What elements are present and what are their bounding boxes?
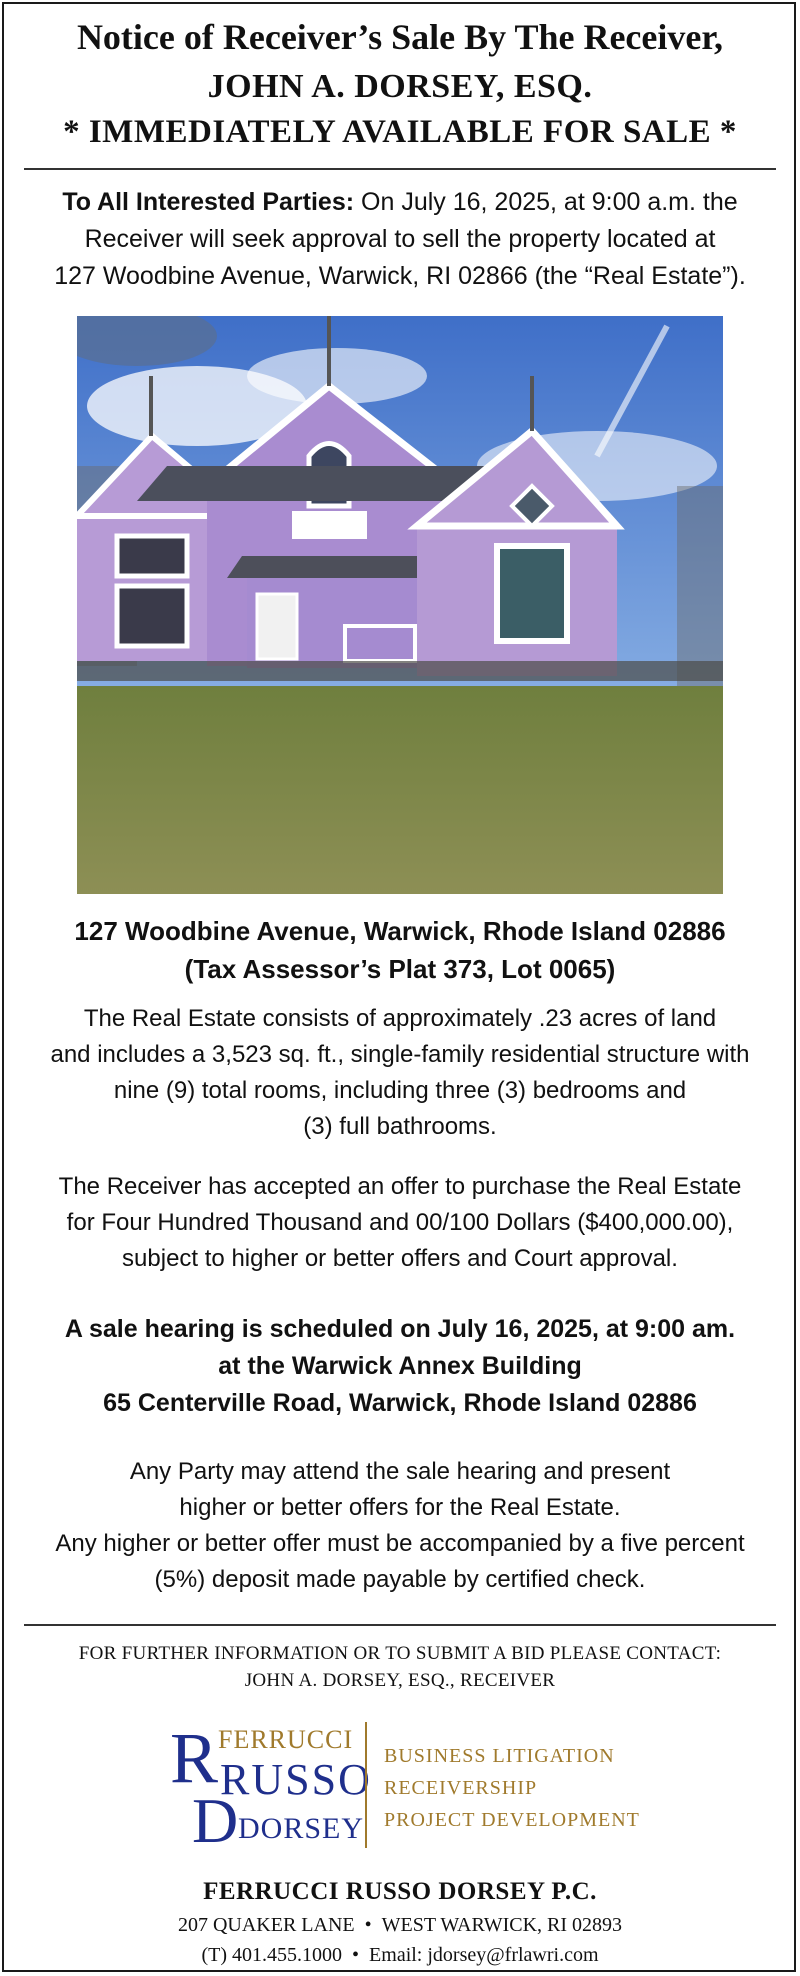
- contact-divider: [24, 1624, 776, 1626]
- bidding-terms: [20, 1454, 780, 1598]
- bidding-line: Any Party may attend the sale hearing and present: [129, 1458, 671, 1485]
- hearing-line: A sale hearing is scheduled on July 16, 2025, at 9:00 am.: [64, 1315, 736, 1343]
- intro-paragraph: [20, 184, 780, 295]
- hearing-notice: [20, 1311, 780, 1422]
- bidding-line: Any higher or better offer must be accompanied by a five percent: [55, 1530, 745, 1557]
- offer-line: subject to higher or better offers and Court approval.: [122, 1245, 678, 1272]
- offer-paragraph: [20, 1169, 780, 1277]
- contact-info: [0, 1640, 800, 1694]
- logo-word-dorsey: DORSEY: [238, 1812, 365, 1845]
- intro-line-2: Receiver will seek approval to sell the property located at: [84, 225, 716, 253]
- description-line: and includes a 3,523 sq. ft., single-family residential structure with: [50, 1041, 750, 1068]
- service-business-litigation: BUSINESS LITIGATION: [384, 1745, 615, 1767]
- logo-initial-d: D: [192, 1785, 239, 1854]
- firm-address: [0, 1914, 800, 1937]
- separator-dot: •: [352, 1944, 360, 1966]
- notice-title: Notice of Receiver’s Sale By The Receiver,: [76, 17, 724, 57]
- service-project-development: PROJECT DEVELOPMENT: [384, 1809, 640, 1831]
- description-line: (3) full bathrooms.: [303, 1113, 497, 1140]
- offer-line: for Four Hundred Thousand and 00/100 Dollars ($400,000.00),: [66, 1209, 734, 1236]
- logo-word-ferrucci: FERRUCCI: [218, 1725, 354, 1754]
- intro-lead: To All Interested Parties:: [62, 188, 355, 216]
- description-line: The Real Estate consists of approximately .23 acres of land: [83, 1005, 717, 1032]
- plat-lot-line: (Tax Assessor’s Plat 373, Lot 0065): [184, 954, 616, 984]
- separator-dot: •: [364, 1914, 372, 1936]
- property-photo: [77, 316, 723, 894]
- bidding-line: (5%) deposit made payable by certified check.: [154, 1566, 646, 1593]
- hearing-line: at the Warwick Annex Building: [218, 1352, 582, 1380]
- firm-name: FERRUCCI RUSSO DORSEY P.C.: [203, 1878, 597, 1905]
- receiver-name: JOHN A. DORSEY, ESQ.: [207, 68, 593, 105]
- property-address: [0, 912, 800, 988]
- hearing-line: 65 Centerville Road, Warwick, Rhode Island 02886: [103, 1389, 697, 1417]
- description-line: nine (9) total rooms, including three (3) bedrooms and: [113, 1077, 687, 1104]
- contact-line-1: FOR FURTHER INFORMATION OR TO SUBMIT A BID PLEASE CONTACT:: [78, 1643, 722, 1664]
- logo-word-russo: RUSSO: [220, 1755, 372, 1804]
- firm-street: 207 QUAKER LANE: [177, 1914, 355, 1936]
- intro-line-3: 127 Woodbine Avenue, Warwick, RI 02866 (the “Real Estate”).: [54, 262, 746, 290]
- header-divider: [24, 168, 776, 170]
- firm-city: WEST WARWICK, RI 02893: [381, 1914, 623, 1936]
- firm-logo: [170, 1714, 670, 1854]
- service-receivership: RECEIVERSHIP: [384, 1777, 538, 1799]
- logo-initial-r: R: [170, 1718, 219, 1798]
- firm-email[interactable]: Email: jdorsey@frlawri.com: [369, 1944, 599, 1966]
- intro-line-1: On July 16, 2025, at 9:00 a.m. the: [354, 188, 738, 216]
- firm-phone: (T) 401.455.1000: [201, 1944, 343, 1966]
- property-description: [20, 1001, 780, 1145]
- availability-banner: * IMMEDIATELY AVAILABLE FOR SALE *: [63, 114, 737, 150]
- contact-line-2: JOHN A. DORSEY, ESQ., RECEIVER: [244, 1670, 556, 1691]
- offer-line: The Receiver has accepted an offer to purchase the Real Estate: [58, 1173, 742, 1200]
- address-line-1: 127 Woodbine Avenue, Warwick, Rhode Island 02886: [74, 916, 726, 946]
- bidding-line: higher or better offers for the Real Estate.: [179, 1494, 621, 1521]
- firm-contact: [0, 1944, 800, 1967]
